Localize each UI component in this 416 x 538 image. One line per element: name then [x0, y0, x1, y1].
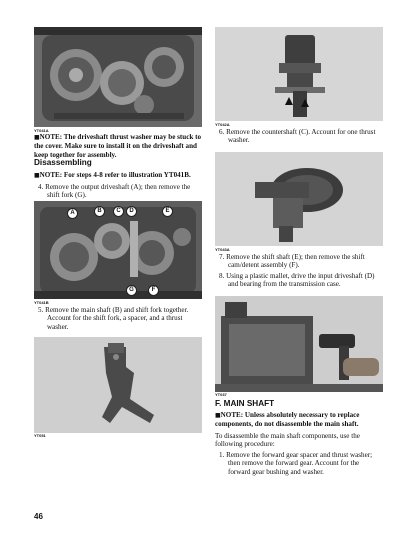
callout-g: G: [126, 285, 137, 296]
section-heading-main-shaft: F. MAIN SHAFT: [215, 399, 275, 408]
callout-d: D: [126, 206, 137, 217]
step-7: 7. Remove the shift shaft (E); then remove the shift cam/detent assembly (F).: [219, 253, 365, 270]
note-marker-icon: ■: [215, 412, 221, 419]
section-heading-disassembling: Disassembling: [34, 158, 92, 167]
photo-gear-assembly-labelled: [34, 201, 202, 299]
callout-e: E: [162, 206, 173, 217]
figure-tag: YT051: [34, 433, 46, 438]
figure-tag: YT037: [215, 392, 227, 397]
note-main-shaft: ■NOTE: Unless absolutely necessary to replace components, do not disassemble the main shaft.: [215, 411, 360, 429]
note-refer-illustration: ■NOTE: For steps 4-8 refer to illustration YT041B.: [34, 171, 191, 179]
photo-shift-fork: [34, 337, 202, 433]
note-marker-icon: ■: [34, 172, 40, 179]
step-8: 8. Using a plastic mallet, drive the input driveshaft (D) and bearing from the transmission case.: [219, 272, 375, 289]
photo-transmission-case-gears: [34, 27, 202, 127]
page-number: 46: [34, 512, 43, 521]
figure-tag: YT043A: [215, 247, 230, 252]
step-4: 4. Remove the output driveshaft (A); then remove the shift fork (G).: [38, 183, 191, 200]
photo-mallet-driving-shaft: [215, 296, 383, 392]
figure-tag: YT041B: [34, 300, 49, 305]
note-marker-icon: ■: [34, 134, 40, 141]
note-driveshaft-thrust-washer: ■NOTE: The driveshaft thrust washer may be stuck to the cover. Make sure to install it on the driveshaft and keep together for assembly.: [34, 133, 201, 159]
figure-tag: YT042A: [215, 122, 230, 127]
photo-countershaft: [215, 27, 383, 121]
photo-shift-shaft-gear: [215, 152, 383, 246]
callout-b: B: [94, 206, 105, 217]
figure-tag: YT041A: [34, 128, 49, 133]
callout-f: F: [148, 285, 159, 296]
step-6: 6. Remove the countershaft (C). Account for one thrust washer.: [219, 128, 376, 145]
step-1: 1. Remove the forward gear spacer and thrust washer; then remove the forward gear. Account for the forward gear bushing and washer.: [219, 451, 373, 476]
main-shaft-intro: To disassemble the main shaft components, use the following procedure:: [215, 432, 360, 449]
callout-a: A: [67, 208, 78, 219]
callout-c: C: [113, 206, 124, 217]
step-5: 5. Remove the main shaft (B) and shift fork together. Account for the shift fork, a spacer, and a thrust washer.: [38, 306, 189, 331]
